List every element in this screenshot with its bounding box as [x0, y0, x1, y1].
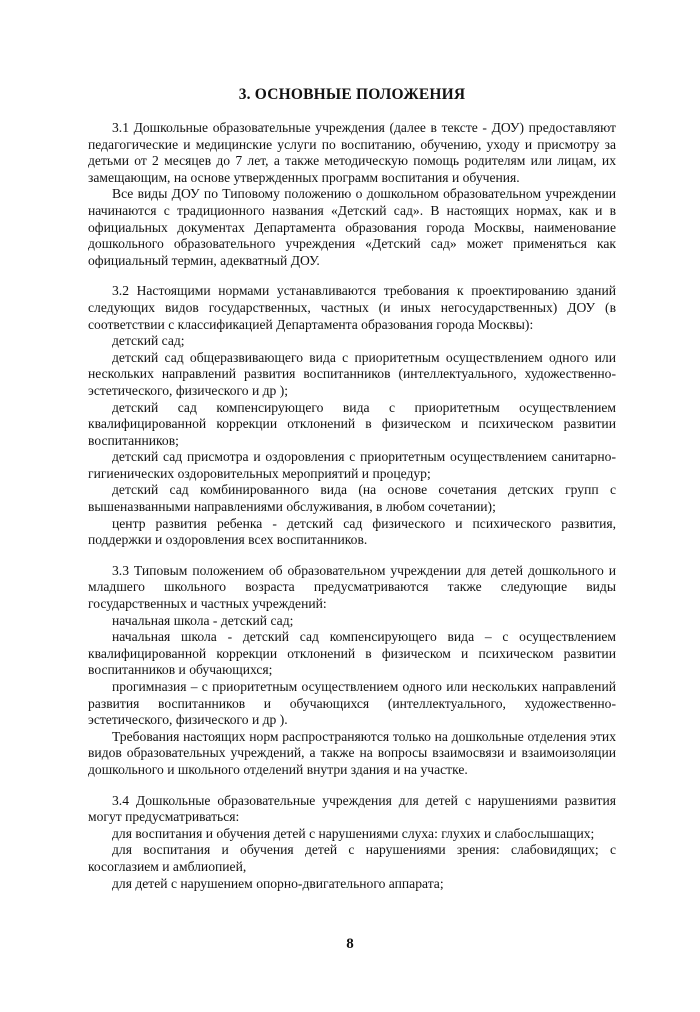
page-number: 8	[346, 936, 354, 952]
document-page	[88, 86, 616, 906]
paragraph: 3.3 Типовым положением об образовательном учреждении для детей дошкольного и младшего школьного возраста предусматриваются также следующие виды государственных и частных учреждений:	[88, 562, 616, 612]
paragraph: 3.4 Дошкольные образовательные учреждения для детей с нарушениями развития могут предусматриваться:	[88, 792, 616, 825]
paragraph: Требования настоящих норм распространяются только на дошкольные отделения этих видов образовательных учреждений, а также на вопросы взаимосвязи и взаимоизоляции дошкольного и школьного отделений внутри здания и на участке.	[88, 728, 616, 777]
clause-3-3	[88, 563, 616, 779]
list-item: детский сад;	[112, 333, 185, 349]
list-item: для воспитания и обучения детей с нарушениями слуха: глухих и слабослышащих;	[112, 825, 595, 841]
list-item: для воспитания и обучения детей с нарушениями зрения: слабовидящих; с косоглазием и амблиопией,	[88, 842, 616, 874]
section-heading: 3. ОСНОВНЫЕ ПОЛОЖЕНИЯ	[238, 86, 466, 103]
list-item: прогимназия – с приоритетным осуществлением одного или нескольких направлений развития воспитанников и обучающихся (интеллектуального, художественно-эстетического, физического и др ).	[88, 679, 616, 728]
clause-3-4	[88, 793, 616, 893]
paragraph: Все виды ДОУ по Типовому положению о дошкольном образовательном учреждении начинаются с традиционного названия «Детский сад». В настоящих нормах, как и в официальных документах Департамента образования города Москвы, наименование дошкольного образовательного учреждения «Детский сад» может применяться как официальный термин, адекватный ДОУ.	[88, 186, 616, 268]
list-item: для детей с нарушением опорно-двигательного аппарата;	[112, 875, 444, 891]
paragraph: 3.2 Настоящими нормами устанавливаются требования к проектированию зданий следующих видов государственных, частных (и иных негосударственных) ДОУ (в соответствии с классификацией Департамента образования города Москвы):	[88, 283, 616, 332]
list-item: детский сад общеразвивающего вида с приоритетным осуществлением одного или нескольких направлений развития воспитанников (интеллектуального, художественно-эстетического, физического и др );	[88, 349, 616, 398]
list-item: детский сад компенсирующего вида с приоритетным осуществлением квалифицированной коррекции отклонений в физическом и психическом развитии воспитанников;	[88, 399, 616, 448]
list-item: детский сад комбинированного вида (на основе сочетания детских групп с вышеназванными направлениями обслуживания, в любом сочетании);	[88, 482, 616, 515]
paragraph: 3.1 Дошкольные образовательные учреждения (далее в тексте - ДОУ) предоставляют педагогические и медицинские услуги по воспитанию, обучению, уходу и присмотру за детьми от 2 месяцев до 7 лет, а также методическую помощь родителям или лицам, их замещающим, на основе утвержденных программ воспитания и обучения.	[88, 120, 616, 185]
clause-3-1	[88, 120, 616, 269]
list-item: начальная школа - детский сад компенсирующего вида – с осуществлением квалифицированной коррекции отклонений в физическом и психическом развитии воспитанников и обучающихся;	[88, 629, 616, 678]
list-item: детский сад присмотра и оздоровления с приоритетным осуществлением санитарно-гигиенических оздоровительных мероприятий и процедур;	[88, 449, 616, 481]
clause-3-2	[88, 283, 616, 549]
list-item: центр развития ребенка - детский сад физического и психического развития, поддержки и оздоровления всех воспитанников.	[88, 515, 616, 548]
list-item: начальная школа - детский сад;	[112, 612, 294, 628]
